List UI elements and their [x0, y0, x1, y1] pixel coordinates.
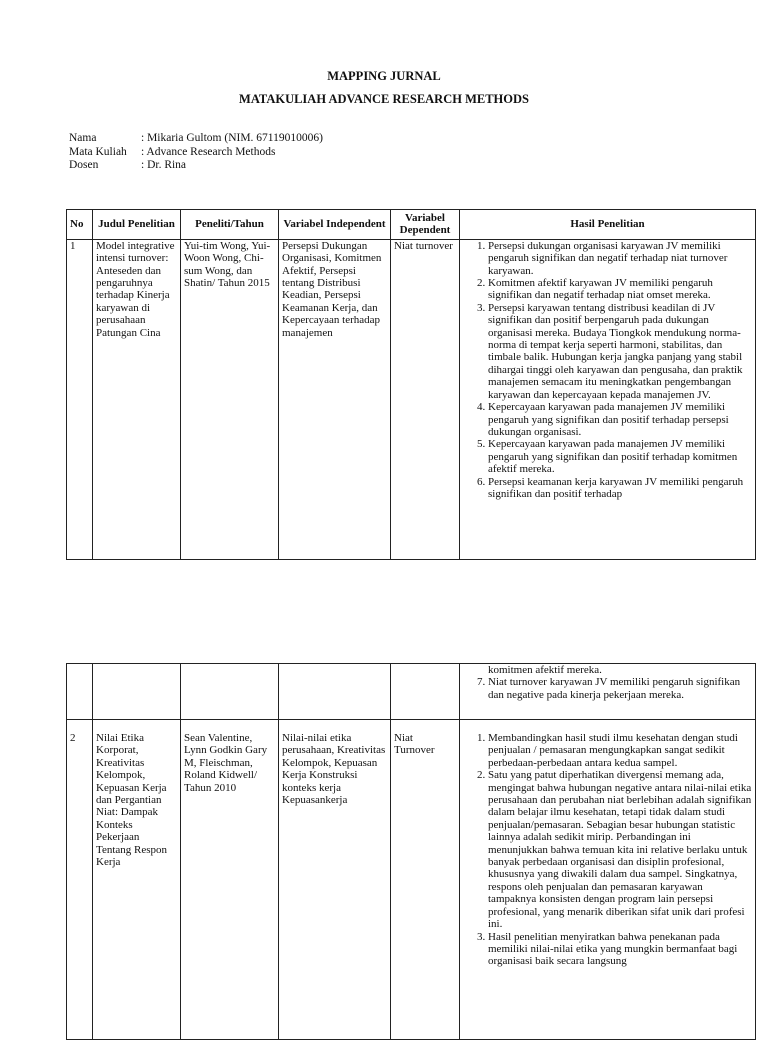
cell-judul: Model integrative intensi turnover: Anteseden dan pengaruhnya terhadap Kinerja karyawan di perusahaan Patungan Cina — [93, 239, 181, 559]
cell-independent: Nilai-nilai etika perusahaan, Kreativitas Kelompok, Kepuasan Kerja Konstruksi konteks kerja Kepuasankerja — [279, 720, 391, 1040]
column-header-peneliti: Peneliti/Tahun — [181, 210, 279, 240]
column-header-no: No — [67, 210, 93, 240]
cell-empty — [391, 664, 460, 720]
table-row — [67, 239, 756, 559]
info-key: Dosen — [69, 159, 99, 171]
column-header-dependent: Variabel Dependent — [391, 210, 460, 240]
list-item: 1. Persepsi dukungan organisasi karyawan JV memiliki pengaruh signifikan dan negatif terhadap niat turnover karyawan. — [488, 240, 752, 277]
document-subtitle: MATAKULIAH ADVANCE RESEARCH METHODS — [239, 92, 529, 106]
info-row-mata-kuliah — [69, 146, 323, 160]
info-key: Nama — [69, 132, 97, 144]
hasil-list — [463, 676, 752, 701]
column-header-independent: Variabel Independent — [279, 210, 391, 240]
table-header-row — [67, 210, 756, 240]
cell-hasil — [460, 664, 756, 720]
cell-judul: Nilai Etika Korporat, Kreativitas Kelompok, Kepuasan Kerja dan Pergantian Niat: Dampak Konteks Pekerjaan Tentang Respon Kerja — [93, 720, 181, 1040]
cell-no: 1 — [67, 239, 93, 559]
cell-empty — [181, 664, 279, 720]
list-item: 3. Persepsi karyawan tentang distribusi keadilan di JV signifikan dan positif berpengaruh pada dukungan organisasi mereka. Budaya Tiongkok mendukung norma-norma di tempat kerja seperti harmoni, stabilitas, dan timbale balik. Hubungan kerja jangka panjang yang stabil dihargai tinggi oleh karyawan dan pengusaha, dan praktik manajemen semacam itu meningkatkan pengembangan karyawan dan kepercayaan kepada manajemen JV. — [488, 302, 752, 401]
mapping-table — [66, 209, 756, 560]
table-row — [67, 720, 756, 1040]
list-item: 2. Komitmen afektif karyawan JV memiliki pengaruh signifikan dan negatif terhadap niat omset mereka. — [488, 277, 752, 302]
cell-empty — [279, 664, 391, 720]
info-value: : Dr. Rina — [141, 159, 187, 171]
column-header-hasil: Hasil Penelitian — [460, 210, 756, 240]
column-header-judul: Judul Penelitian — [93, 210, 181, 240]
cell-independent: Persepsi Dukungan Organisasi, Komitmen Afektif, Persepsi tentang Distribusi Keadian, Persepsi Keamanan Kerja, dan Kepercayaan terhadap manajemen — [279, 239, 391, 559]
list-item: 2. Satu yang patut diperhatikan divergensi memang ada, mengingat bahwa hubungan negative antara nilai-nilai etika perusahaan dan perubahan niat berlebihan adalah signifikan dalam belajar ilmu kesehatan, tetapi tidak dalam studi penjualan/pemasaran. Sebagian besar hubungan statistic lainnya adalah sedikit mirip. Perbandingan ini menunjukkan bahwa temuan kita ini relative berlaku untuk banyak perbedaan organisasi dan disiplin profesional, khususnya yang diwakili dalam dua sampel. Singkatnya, respons oleh penjualan dan pemasaran karyawan tampaknya konsisten dengan program lain persepsi profesional, yang menarik diberikan sifat unik dari profesi ini. — [488, 769, 752, 930]
cell-dependent: Niat turnover — [391, 239, 460, 559]
continued-text: komitmen afektif mereka. — [488, 664, 602, 676]
cell-empty — [93, 664, 181, 720]
info-value: : Advance Research Methods — [141, 145, 276, 158]
list-item: 7. Niat turnover karyawan JV memiliki pengaruh signifikan dan negative pada kinerja pekerjaan mereka. — [488, 676, 752, 701]
list-item: 6. Persepsi keamanan kerja karyawan JV memiliki pengaruh signifikan dan positif terhadap — [488, 476, 752, 501]
info-row-nama — [69, 132, 323, 146]
cell-hasil — [460, 720, 756, 1040]
list-item: 1. Membandingkan hasil studi ilmu kesehatan dengan studi penjualan / pemasaran mengungkapkan sangat sedikit perbedaan-perbedaan antara kedua sampel. — [488, 732, 752, 769]
cell-peneliti: Sean Valentine, Lynn Godkin Gary M, Fleischman, Roland Kidwell/ Tahun 2010 — [181, 720, 279, 1040]
cell-peneliti: Yui-tim Wong, Yui-Woon Wong, Chi-sum Wong, dan Shatin/ Tahun 2015 — [181, 239, 279, 559]
list-item: 4. Kepercayaan karyawan pada manajemen JV memiliki pengaruh yang signifikan dan positif terhadap persepsi dukungan organisasi. — [488, 401, 752, 438]
info-key: Mata Kuliah — [69, 145, 127, 158]
document-title: MAPPING JURNAL — [327, 69, 441, 83]
cell-empty — [67, 664, 93, 720]
info-block — [69, 132, 323, 173]
list-item: 5. Kepercayaan karyawan pada manajemen JV memiliki pengaruh yang signifikan dan positif terhadap komitmen afektif mereka. — [488, 438, 752, 475]
cell-no: 2 — [67, 720, 93, 1040]
list-item: 3. Hasil penelitian menyiratkan bahwa penekanan pada memiliki nilai-nilai etika yang mungkin bermanfaat bagi organisasi baik secara langsung — [488, 931, 752, 968]
cell-hasil — [460, 239, 756, 559]
hasil-list — [463, 732, 752, 968]
hasil-list — [463, 240, 752, 501]
cell-dependent: Niat Turnover — [391, 720, 460, 1040]
info-row-dosen — [69, 159, 323, 173]
mapping-table-continued — [66, 663, 756, 1040]
info-value: : Mikaria Gultom (NIM. 67119010006) — [141, 132, 323, 144]
table-row — [67, 664, 756, 720]
